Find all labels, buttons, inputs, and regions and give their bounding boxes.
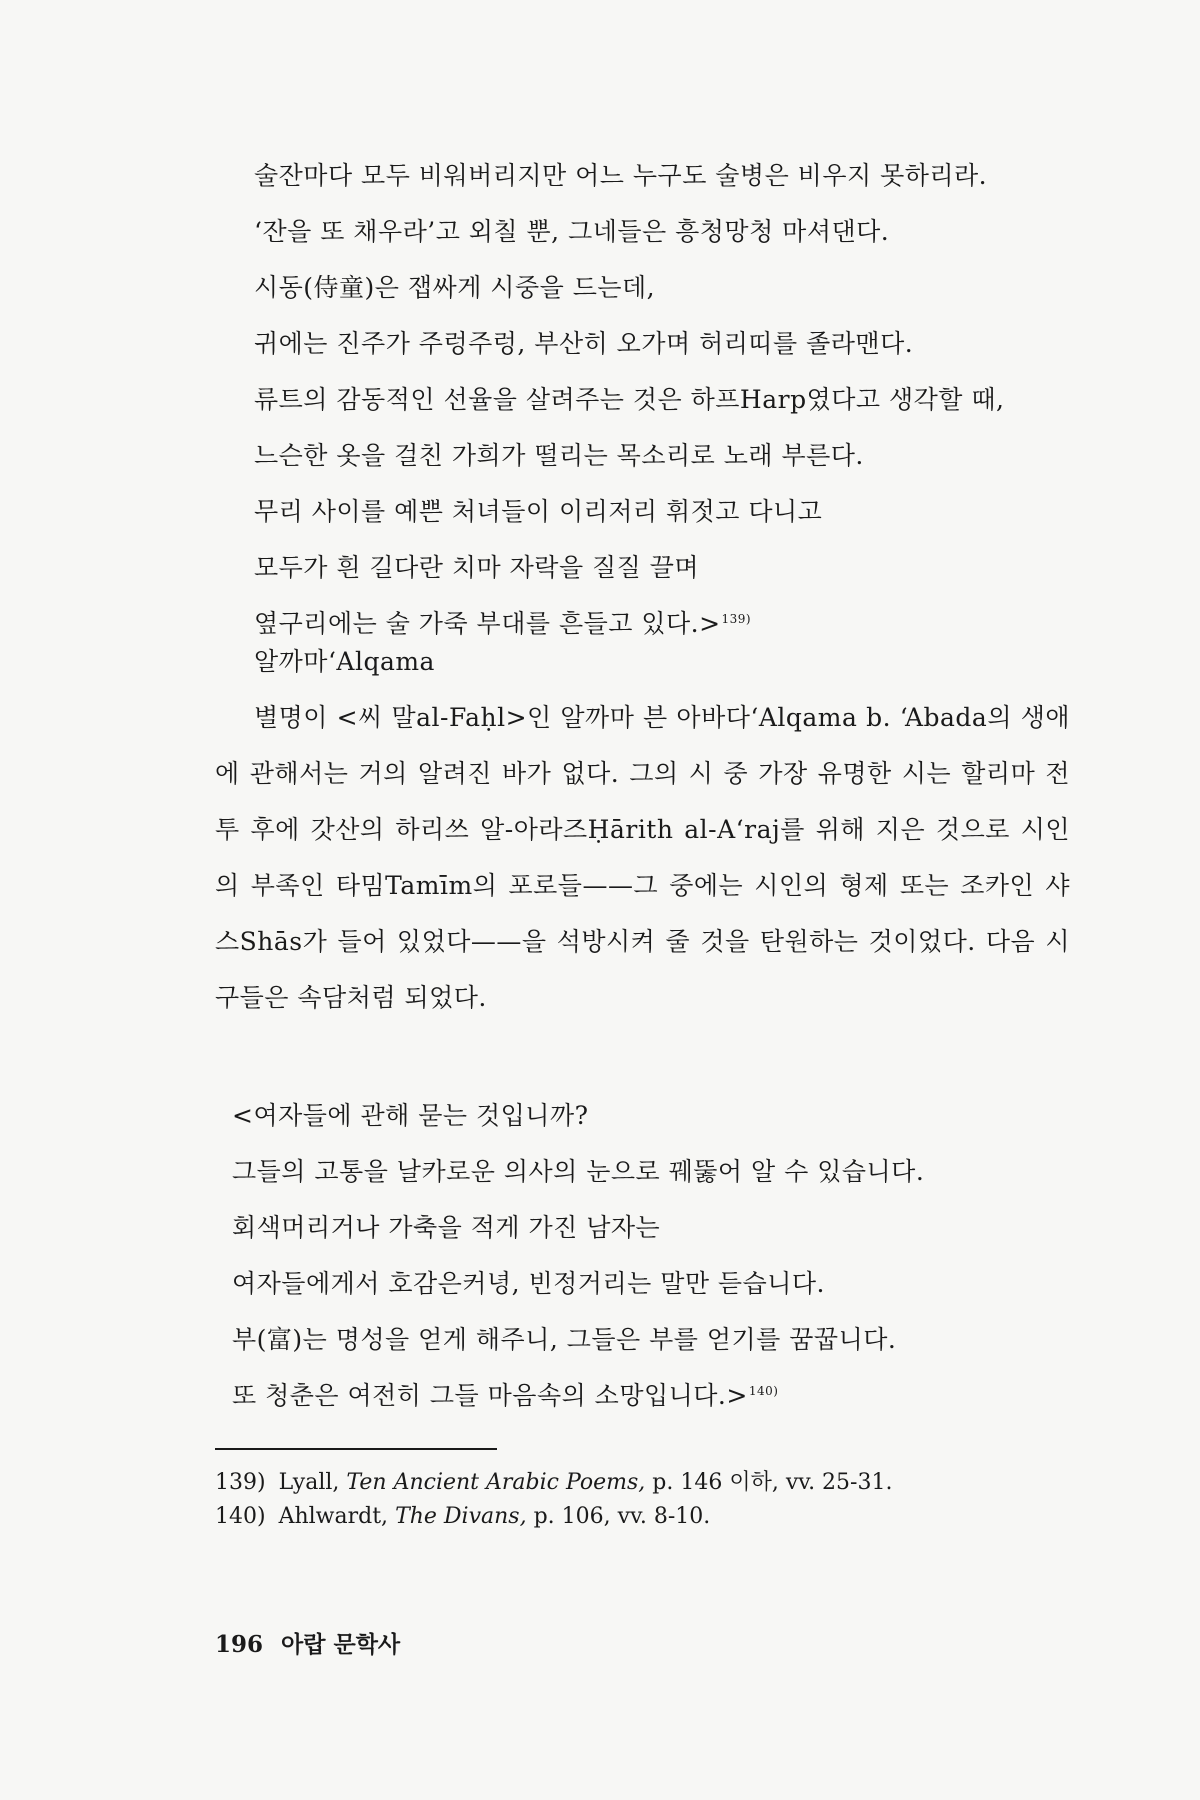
page-footer	[215, 1628, 400, 1662]
footnote-title: The Divans,	[395, 1504, 527, 1529]
footnotes	[215, 1466, 892, 1534]
footnote-divider	[215, 1448, 497, 1450]
poem-line: ‘잔을 또 채우라’고 외칠 뿐, 그네들은 흥청망청 마셔댄다.	[254, 217, 890, 246]
poem-line: 귀에는 진주가 주렁주렁, 부산히 오가며 허리띠를 졸라맨다.	[254, 329, 914, 358]
poem-line: <여자들에 관해 묻는 것입니까?	[232, 1101, 589, 1130]
footnote-title: Ten Ancient Arabic Poems,	[346, 1470, 646, 1495]
poem-line: 시동(侍童)은 잽싸게 시중을 드는데,	[254, 273, 656, 302]
poem-quote-1	[254, 148, 1005, 652]
footnote-reference-detail: p. 106, vv. 8-10.	[533, 1504, 711, 1529]
poem-line-last	[232, 1368, 924, 1424]
page-number: 196	[215, 1631, 264, 1658]
poem-quote-2	[232, 1088, 924, 1424]
footnote-139	[215, 1466, 892, 1500]
poem-line: 류트의 감동적인 선율을 살려주는 것은 하프Harp였다고 생각할 때,	[254, 385, 1005, 414]
footnote-140	[215, 1500, 892, 1534]
poem-line: 여자들에게서 호감은커녕, 빈정거리는 말만 듣습니다.	[232, 1269, 825, 1298]
footnote-author: Lyall,	[278, 1470, 340, 1495]
poem-line: 느슨한 옷을 걸친 가희가 떨리는 목소리로 노래 부른다.	[254, 441, 864, 470]
poem-line: 부(富)는 명성을 얻게 해주니, 그들은 부를 얻기를 꿈꿉니다.	[232, 1325, 897, 1354]
footnote-reference-139[interactable]: 139)	[721, 611, 752, 626]
section-paragraph	[215, 690, 1070, 1026]
poem-line: 모두가 흰 길다란 치마 자락을 질질 끌며	[254, 553, 700, 582]
footnote-reference-140[interactable]: 140)	[748, 1383, 779, 1398]
footnote-author: Ahlwardt,	[278, 1504, 389, 1529]
paragraph-text: 별명이 <씨 말al-Faḥl>인 알까마 븐 아바다‘Alqama b. ‘Abada의 생애에 관해서는 거의 알려진 바가 없다. 그의 시 중 가장 유명한 시는 할리마 전투 후에 갓산의 하리쓰 알-아라즈Ḥārith al-A‘raj를 위해 지은 것으로 시인의 부족인 타밈Tamīm의 포로들——그 중에는 시인의 형제 또는 조카인 샤스Shās가 들어 있었다——을 석방시켜 줄 것을 탄원하는 것이었다. 다음 시구들은 속담처럼 되었다.	[215, 703, 1070, 1012]
poem-line: 술잔마다 모두 비워버리지만 어느 누구도 술병은 비우지 못하리라.	[254, 161, 988, 190]
footnote-number: 139)	[215, 1470, 266, 1495]
poem-line: 그들의 고통을 날카로운 의사의 눈으로 꿰뚫어 알 수 있습니다.	[232, 1157, 925, 1186]
poem-line-text: 또 청춘은 여전히 그들 마음속의 소망입니다.>	[232, 1381, 748, 1410]
poem-line: 회색머리거나 가축을 적게 가진 남자는	[232, 1213, 661, 1242]
poem-line-text: 옆구리에는 술 가죽 부대를 흔들고 있다.>	[254, 609, 721, 638]
poem-line: 무리 사이를 예쁜 처녀들이 이리저리 휘젓고 다니고	[254, 497, 823, 526]
running-title: 아랍 문학사	[281, 1631, 401, 1658]
section-heading-alqama: 알까마‘Alqama	[254, 647, 435, 676]
footnote-number: 140)	[215, 1504, 266, 1529]
footnote-reference-detail: p. 146 이하, vv. 25-31.	[652, 1470, 893, 1495]
